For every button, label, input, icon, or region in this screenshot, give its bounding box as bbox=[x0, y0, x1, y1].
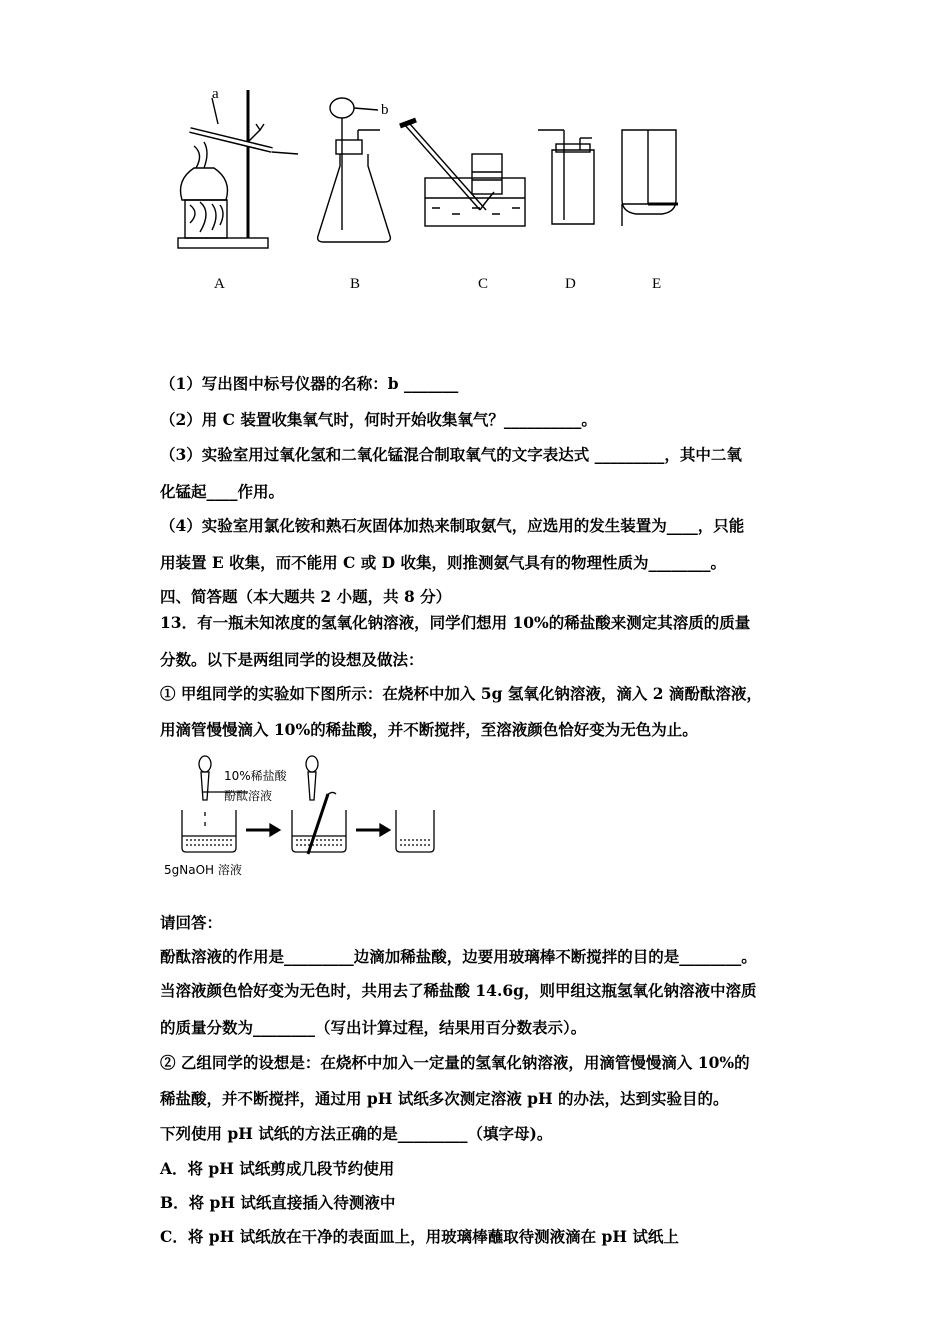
group-b-description: ② 乙组同学的设想是：在烧杯中加入一定量的氢氧化钠溶液，用滴管慢慢滴入 10%的 bbox=[160, 1053, 750, 1072]
question-13-a1: 酚酞溶液的作用是_________边滴加稀盐酸，边要用玻璃棒不断搅拌的目的是________。 bbox=[160, 947, 757, 966]
figure-label-a: A bbox=[214, 276, 225, 292]
question-13-intro: 13．有一瓶未知浓度的氢氧化钠溶液，同学们想用 10%的稀盐酸来测定其溶质的质量 bbox=[160, 613, 751, 632]
solution-label: 5gNaOH 溶液 bbox=[164, 863, 242, 877]
option-c: C．将 pH 试纸放在干净的表面皿上，用玻璃棒蘸取待测液滴在 pH 试纸上 bbox=[160, 1227, 679, 1246]
group-b-description-cont: 稀盐酸，并不断搅拌，通过用 pH 试纸多次测定溶液 pH 的办法，达到实验目的。 bbox=[160, 1089, 729, 1108]
indicator-label: 酚酞溶液 bbox=[224, 789, 273, 803]
figure-label-b: B bbox=[350, 276, 361, 292]
question-12-3-cont: 化锰起____作用。 bbox=[160, 482, 285, 501]
group-a-description: ① 甲组同学的实验如下图所示：在烧杯中加入 5g 氢氧化钠溶液，滴入 2 滴酚酞溶液， bbox=[160, 684, 762, 703]
label-a-mark: a bbox=[212, 86, 219, 102]
question-12-4: （4）实验室用氯化铵和熟石灰固体加热来制取氨气，应选用的发生装置为____，只能 bbox=[160, 516, 745, 535]
question-12-2: （2）用 C 装置收集氧气时，何时开始收集氧气？__________。 bbox=[160, 410, 597, 429]
label-b-mark: b bbox=[381, 102, 389, 118]
question-13-intro-cont: 分数。以下是两组同学的设想及做法： bbox=[160, 650, 424, 669]
option-b: B．将 pH 试纸直接插入待测液中 bbox=[160, 1193, 396, 1212]
question-13-a2: 当溶液颜色恰好变为无色时，共用去了稀盐酸 14.6g，则甲组这瓶氢氧化钠溶液中溶质 bbox=[160, 981, 757, 1000]
question-13-a2-cont: 的质量分数为________（写出计算过程，结果用百分数表示）。 bbox=[160, 1018, 587, 1037]
question-12-4-cont: 用装置 E 收集，而不能用 C 或 D 收集，则推测氨气具有的物理性质为________。 bbox=[160, 553, 726, 572]
figure-label-e: E bbox=[652, 276, 662, 292]
figure-label-d: D bbox=[565, 276, 576, 292]
group-a-description-cont: 用滴管慢慢滴入 10%的稀盐酸，并不断搅拌，至溶液颜色恰好变为无色为止。 bbox=[160, 720, 698, 739]
question-12-3: （3）实验室用过氧化氢和二氧化锰混合制取氧气的文字表达式 _________，其中二氧 bbox=[160, 445, 742, 464]
ph-paper-question: 下列使用 pH 试纸的方法正确的是_________（填字母)。 bbox=[160, 1124, 553, 1143]
figure-label-c: C bbox=[478, 276, 489, 292]
option-a: A．将 pH 试纸剪成几段节约使用 bbox=[160, 1159, 395, 1178]
section-heading-4: 四、简答题（本大题共 2 小题，共 8 分） bbox=[160, 587, 452, 606]
apparatus-b bbox=[318, 98, 391, 242]
apparatus-figure bbox=[160, 80, 720, 305]
acid-label: 10%稀盐酸 bbox=[224, 769, 287, 783]
apparatus-d bbox=[538, 130, 594, 224]
apparatus-c bbox=[400, 120, 525, 226]
apparatus-a bbox=[178, 90, 298, 248]
please-answer: 请回答： bbox=[160, 913, 223, 932]
apparatus-e bbox=[622, 130, 678, 226]
titration-figure bbox=[160, 752, 440, 882]
question-12-1: （1）写出图中标号仪器的名称：b _______ bbox=[160, 374, 459, 393]
